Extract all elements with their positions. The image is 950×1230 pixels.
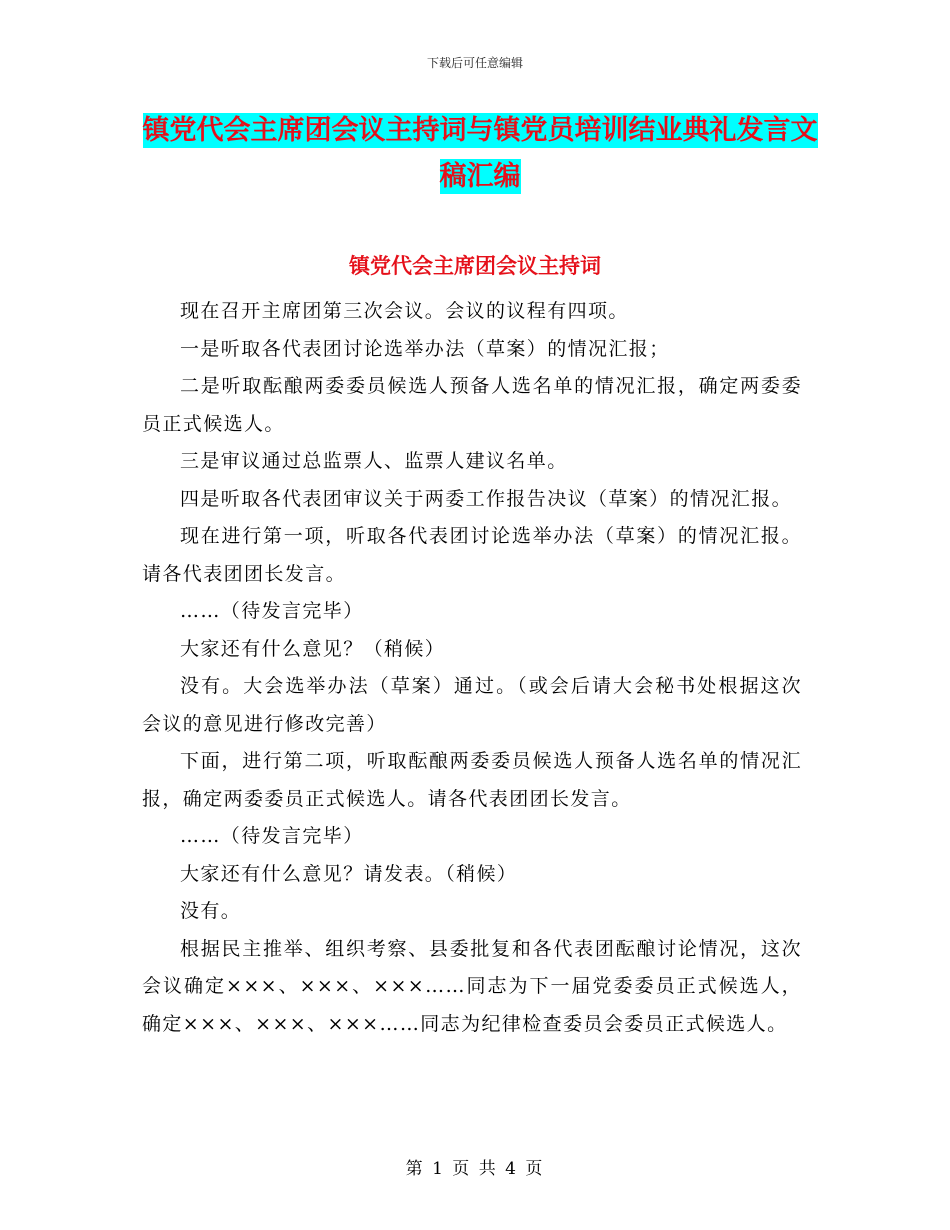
paragraph: 大家还有什么意见？（稍候） xyxy=(180,637,446,660)
paragraph: 四是听取各代表团审议关于两委工作报告决议（草案）的情况汇报。 xyxy=(180,487,793,510)
paragraph: 根据民主推举、组织考察、县委批复和各代表团酝酿讨论情况，这次会议确定×××、×××、×××……同志为下一届党委委员正式候选人，确定×××、×××、×××……同志为纪律检查委员会委员正式候选人。 xyxy=(142,937,802,1035)
paragraph: 大家还有什么意见？请发表。（稍候） xyxy=(180,862,518,885)
section-title: 镇党代会主席团会议主持词 xyxy=(349,254,601,278)
paragraph: 一是听取各代表团讨论选举办法（草案）的情况汇报； xyxy=(180,337,670,360)
paragraph: 现在进行第一项，听取各代表团讨论选举办法（草案）的情况汇报。请各代表团团长发言。 xyxy=(142,525,802,585)
paragraph: ……（待发言完毕） xyxy=(180,825,364,847)
paragraph: ……（待发言完毕） xyxy=(180,600,364,622)
document-title xyxy=(140,108,820,200)
paragraph: 没有。 xyxy=(180,900,242,922)
paragraph: 现在召开主席团第三次会议。会议的议程有四项。 xyxy=(180,300,629,322)
paragraph: 下面，进行第二项，听取酝酿两委委员候选人预备人选名单的情况汇报，确定两委委员正式候选人。请各代表团团长发言。 xyxy=(142,750,802,810)
document-title-text: 镇党代会主席团会议主持词与镇党员培训结业典礼发言文稿汇编 xyxy=(142,115,818,192)
paragraph: 二是听取酝酿两委委员候选人预备人选名单的情况汇报，确定两委委员正式候选人。 xyxy=(142,375,802,435)
paragraph: 没有。大会选举办法（草案）通过。（或会后请大会秘书处根据这次会议的意见进行修改完善） xyxy=(142,675,802,735)
document-body xyxy=(142,293,802,1043)
paragraph: 三是审议通过总监票人、监票人建议名单。 xyxy=(180,450,568,472)
header-note: 下载后可任意编辑 xyxy=(426,56,523,70)
page-footer: 第 1 页 共 4 页 xyxy=(405,1159,545,1179)
